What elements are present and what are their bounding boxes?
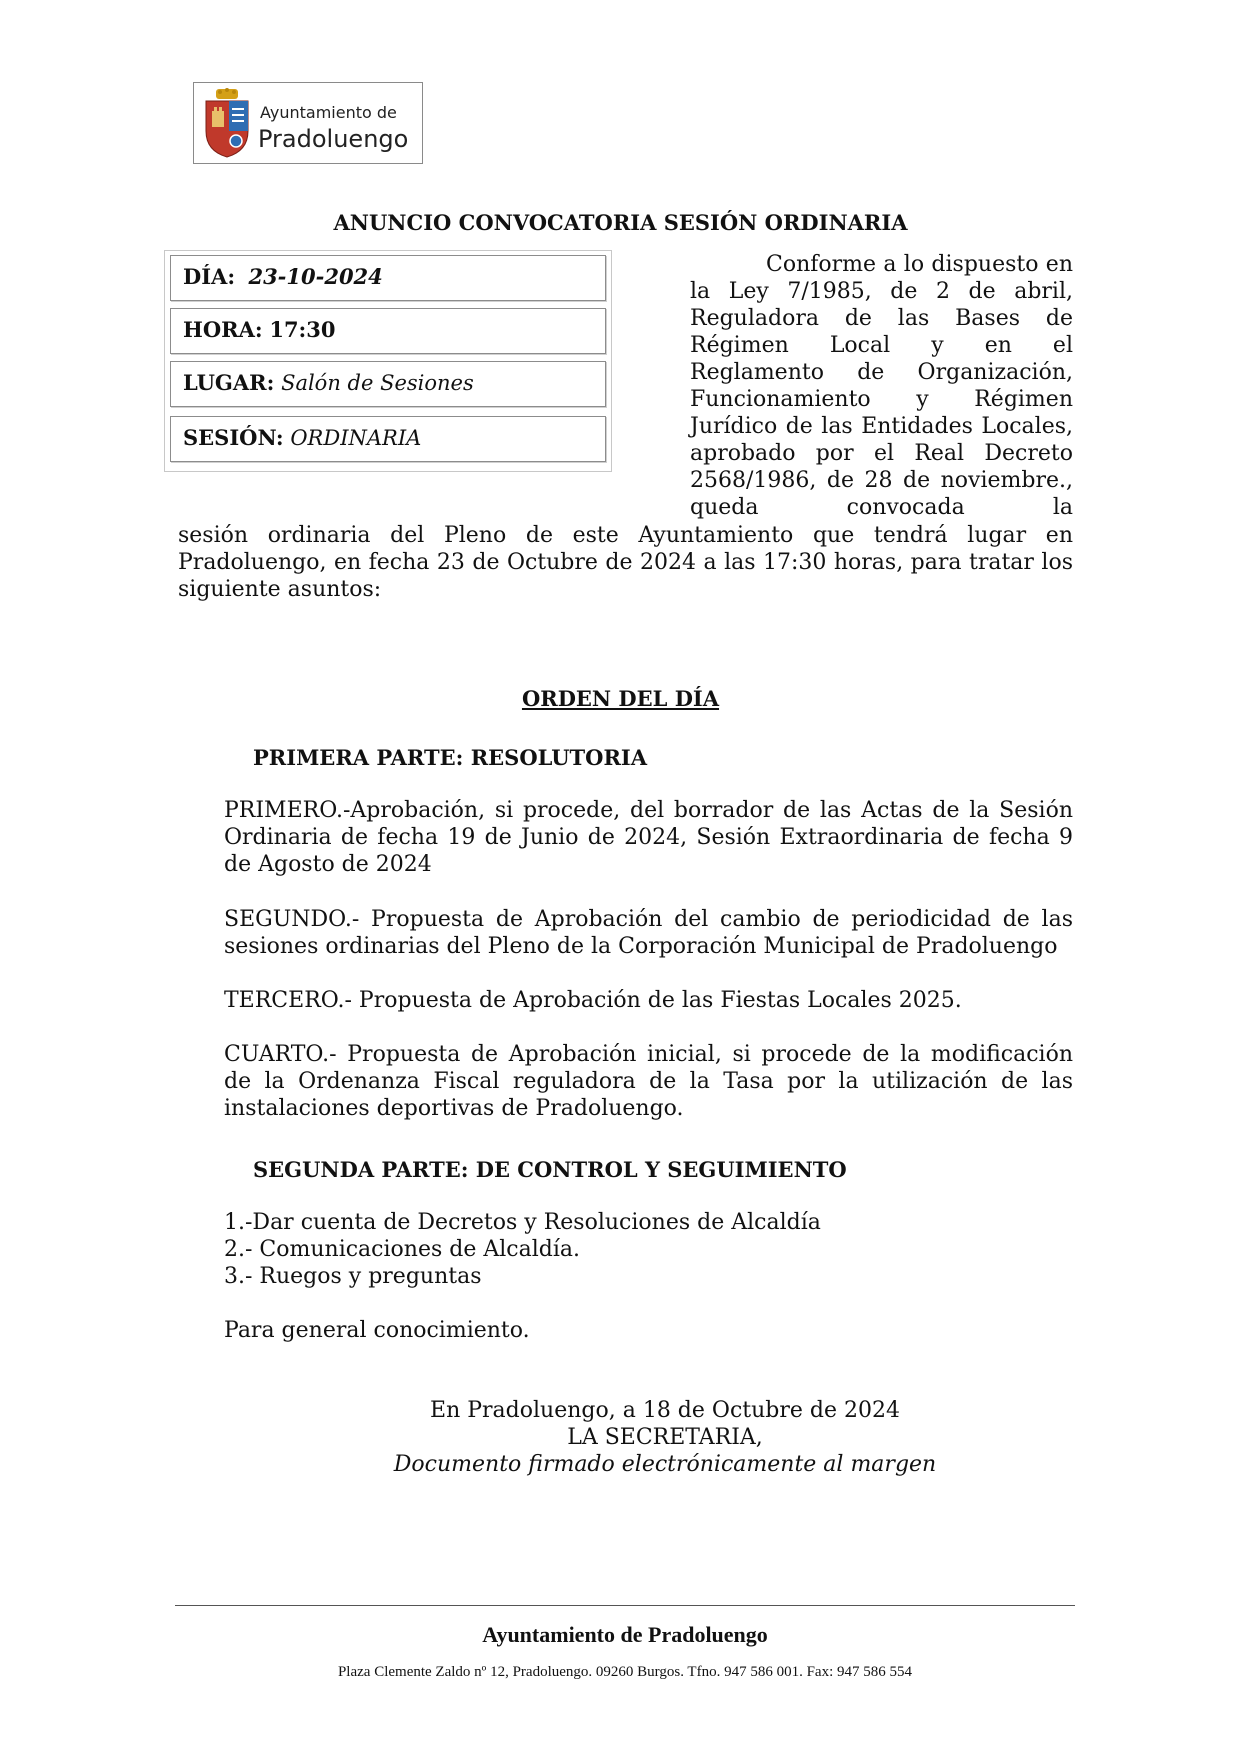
dia-value: 23-10-2024 (248, 264, 383, 289)
sesion-value: ORDINARIA (290, 426, 422, 450)
intro-full-text: sesión ordinaria del Pleno de este Ayuntamiento que tendrá lugar en Pradoluengo, en fecha 23 de Octubre de 2024 a las 17:30 horas, para tratar los siguiente asuntos: (178, 523, 1073, 602)
municipal-logo (193, 82, 423, 164)
agenda-item-1: PRIMERO.-Aprobación, si procede, del borrador de las Actas de la Sesión Ordinaria de fecha 19 de Junio de 2024, Sesión Extraordinaria de fecha 9 de Agosto de 2024 (224, 798, 1073, 877)
logo-line-1: Ayuntamiento de (260, 103, 397, 122)
agenda-item-4: CUARTO.- Propuesta de Aprobación inicial, si procede de la modificación de la Ordenanza Fiscal reguladora de la Tasa por la utilización de las instalaciones deportivas de Pradoluengo. (224, 1042, 1073, 1121)
info-cell-lugar (170, 361, 606, 407)
hora-value: 17:30 (269, 317, 336, 342)
closing-text: Para general conocimiento. (224, 1318, 530, 1343)
hora-label: HORA: (183, 317, 263, 342)
lugar-value: Salón de Sesiones (281, 371, 474, 395)
footer-title: Ayuntamiento de Pradoluengo (482, 1622, 768, 1647)
primera-parte-heading: PRIMERA PARTE: RESOLUTORIA (253, 745, 648, 770)
info-cell-hora (170, 308, 606, 354)
footer-divider (175, 1605, 1075, 1606)
info-cell-sesion (170, 416, 606, 462)
agenda-item-3: TERCERO.- Propuesta de Aprobación de las Fiestas Locales 2025. (224, 988, 962, 1013)
orden-title: ORDEN DEL DÍA (521, 686, 720, 711)
lugar-label: LUGAR: (183, 370, 275, 395)
info-cell-dia (170, 255, 606, 301)
control-item-1: 1.-Dar cuenta de Decretos y Resoluciones de Alcaldía (224, 1210, 821, 1235)
dia-label: DÍA: (183, 264, 236, 289)
logo-line-2: Pradoluengo (258, 125, 409, 153)
control-item-3: 3.- Ruegos y preguntas (224, 1264, 482, 1289)
agenda-item-2: SEGUNDO.- Propuesta de Aprobación del cambio de periodicidad de las sesiones ordinarias del Pleno de la Corporación Municipal de Pradoluengo (224, 907, 1073, 959)
control-item-2: 2.- Comunicaciones de Alcaldía. (224, 1237, 580, 1262)
coat-of-arms-icon (202, 87, 252, 159)
document-title: ANUNCIO CONVOCATORIA SESIÓN ORDINARIA (333, 210, 908, 235)
footer-address: Plaza Clemente Zaldo nº 12, Pradoluengo. 09260 Burgos. Tfno. 947 586 001. Fax: 947 586 554 (337, 1664, 913, 1680)
sesion-label: SESIÓN: (183, 425, 284, 450)
orden-del-dia-heading (0, 686, 1241, 711)
session-info-table (164, 250, 612, 472)
signature-role: LA SECRETARIA, (567, 1425, 763, 1450)
segunda-parte-heading: SEGUNDA PARTE: DE CONTROL Y SEGUIMIENTO (253, 1157, 847, 1182)
intro-side-text: Conforme a lo dispuesto en la Ley 7/1985, de 2 de abril, Reguladora de las Bases de Régimen Local y en el Reglamento de Organización, Funcionamiento y Régimen Jurídico de las Entidades Locales, aprobado por el Real Decreto 2568/1986, de 28 de noviembre., queda convocada la (690, 252, 1073, 520)
signature-place-date: En Pradoluengo, a 18 de Octubre de 2024 (430, 1398, 900, 1423)
signature-note: Documento firmado electrónicamente al margen (393, 1452, 937, 1477)
